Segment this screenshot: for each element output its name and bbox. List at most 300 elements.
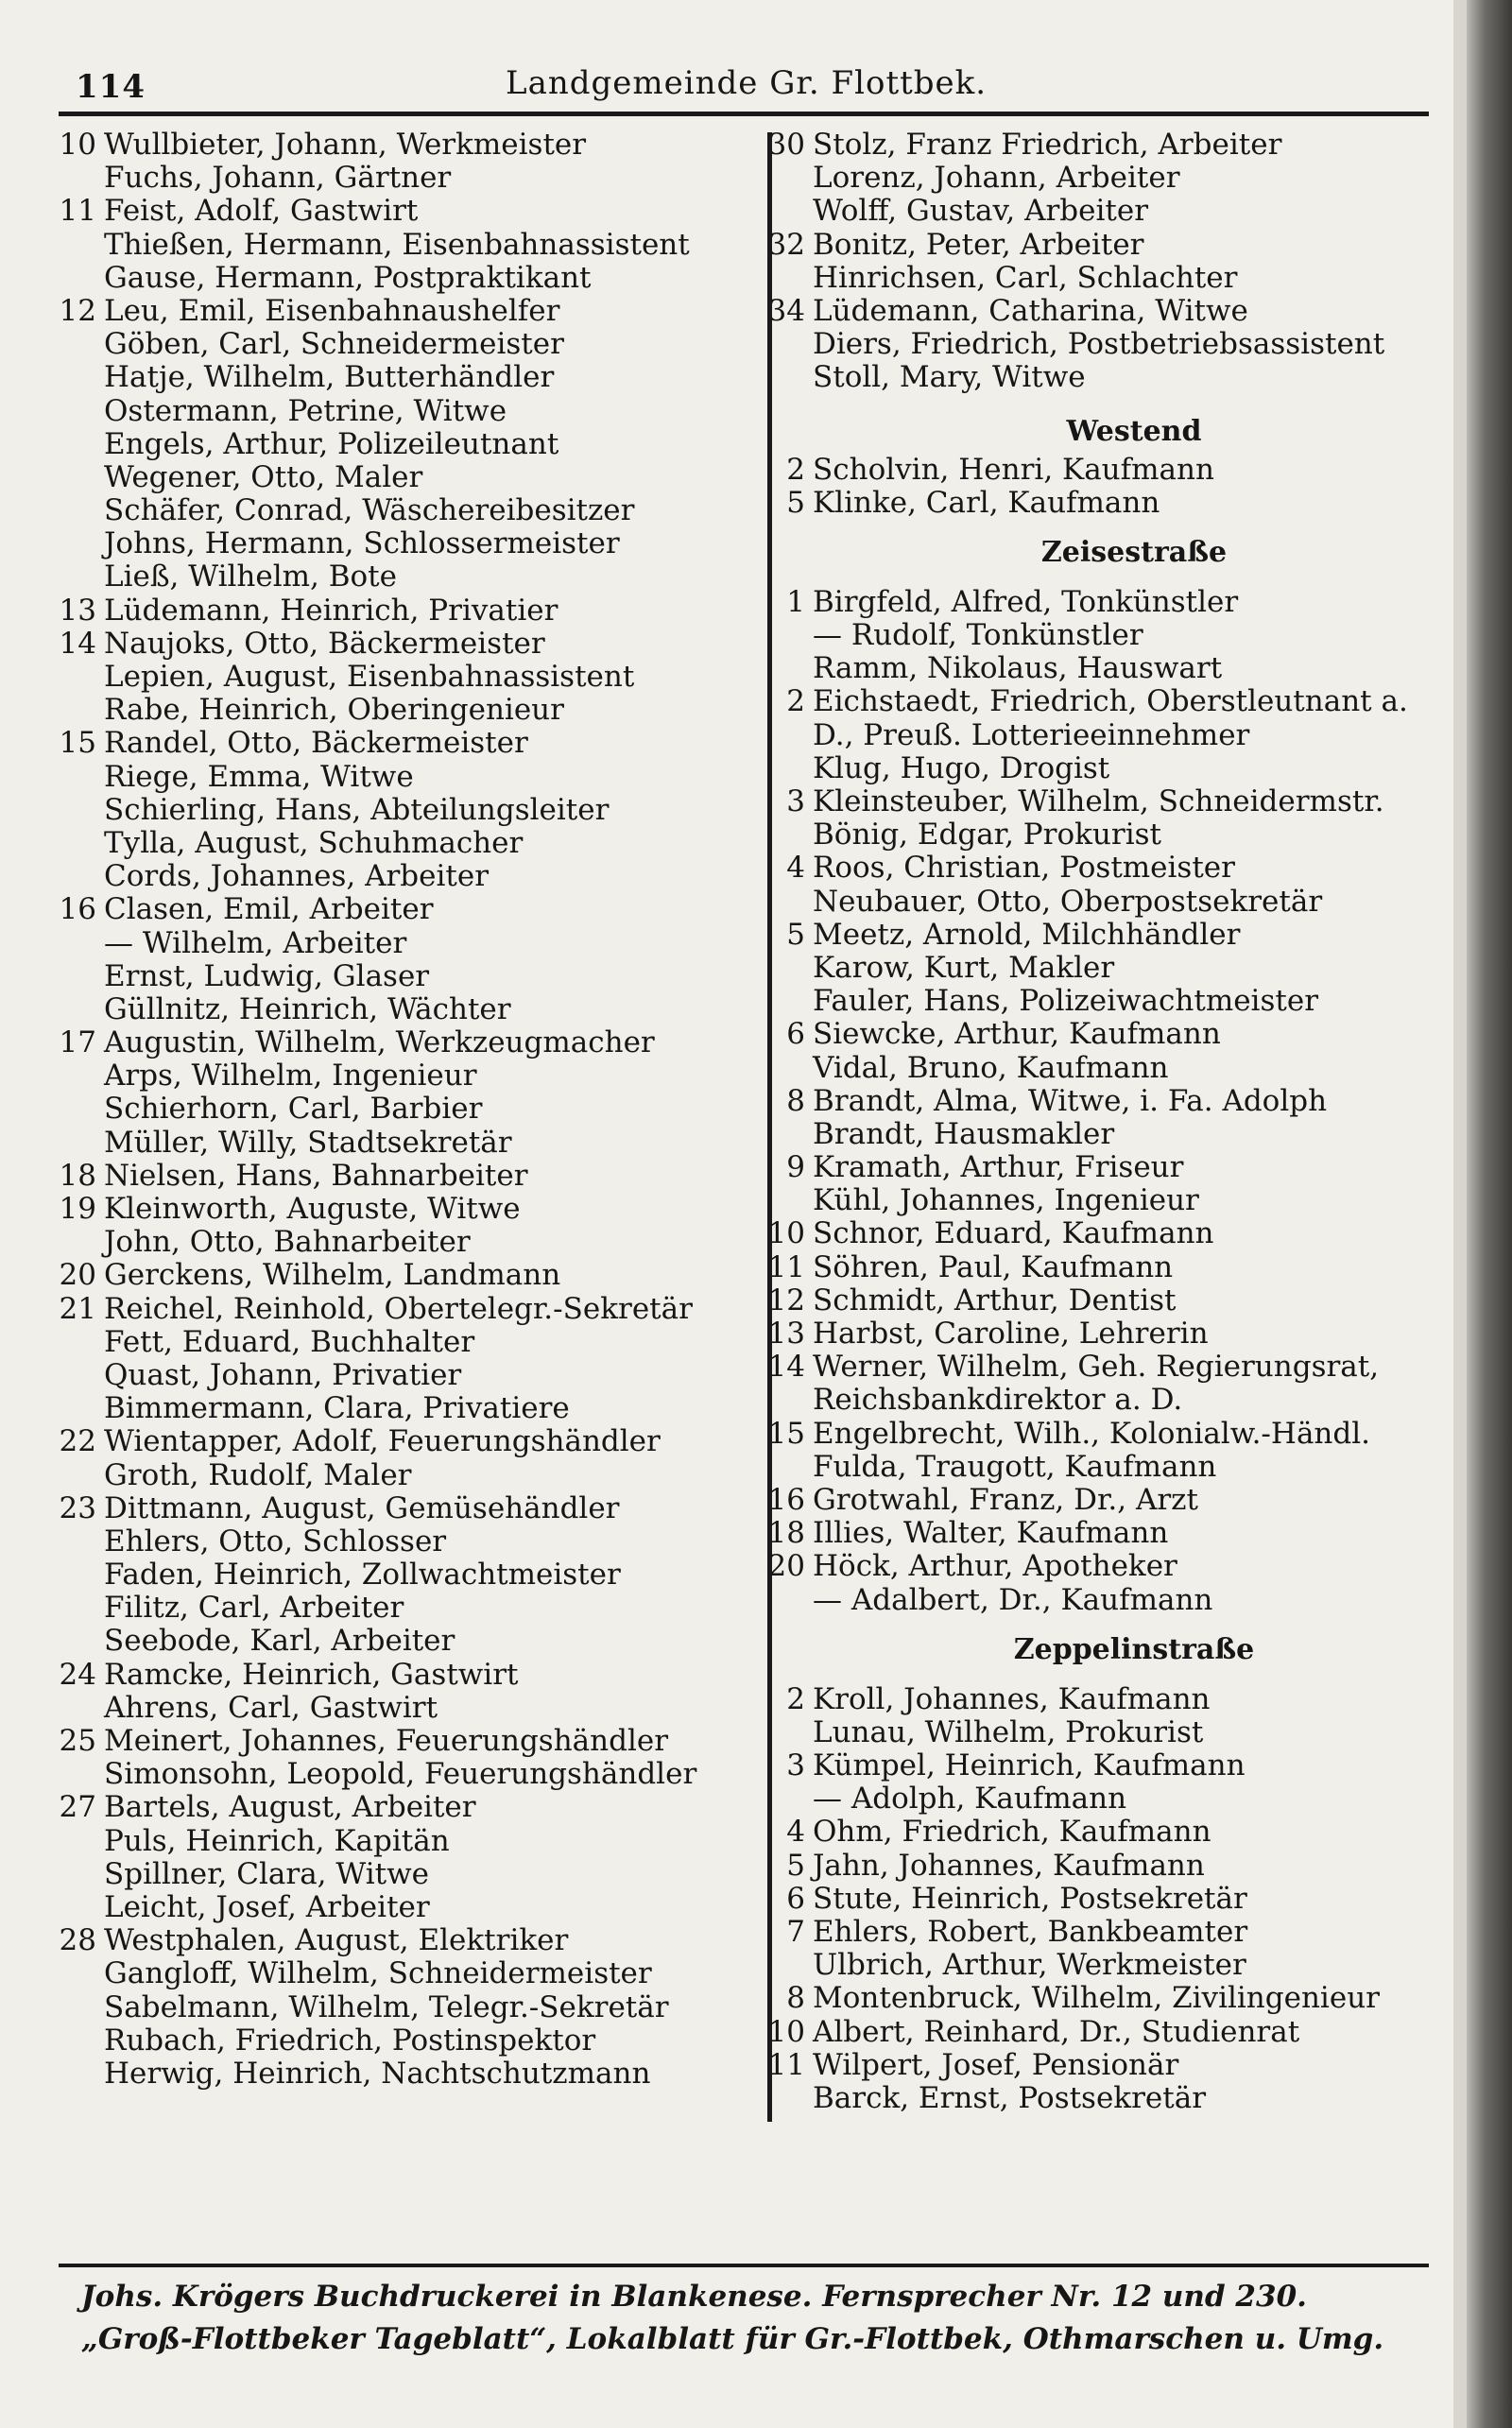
directory-entry: [47, 1758, 756, 1791]
directory-entry: [47, 328, 756, 361]
resident-entry: Quast, Johann, Privatier: [104, 1357, 462, 1392]
house-number: [47, 1957, 104, 1990]
resident-entry: Arps, Wilhelm, Ingenieur: [104, 1059, 477, 1093]
house-number: [47, 960, 104, 993]
directory-entry: [47, 1226, 756, 1259]
house-number: [47, 494, 104, 527]
directory-entry: [47, 893, 756, 926]
resident-entry: Söhren, Paul, Kaufmann: [813, 1249, 1174, 1284]
resident-entry: Kleinsteuber, Wilhelm, Schneidermstr.: [813, 784, 1384, 818]
house-number: [756, 162, 813, 195]
resident-entry: Rabe, Heinrich, Oberingenieur: [104, 693, 564, 728]
house-number: [47, 993, 104, 1026]
resident-entry: Ramcke, Heinrich, Gastwirt: [104, 1657, 519, 1692]
footer-rule: [59, 2264, 1429, 2267]
house-number: [756, 1782, 813, 1816]
directory-entry: [47, 761, 756, 794]
house-number: 18: [59, 1158, 96, 1193]
house-number: [47, 1891, 104, 1924]
house-number: [47, 1625, 104, 1658]
resident-entry: Sabelmann, Wilhelm, Telegr.-Sekretär: [104, 1989, 669, 2024]
resident-entry: Illies, Walter, Kaufmann: [813, 1516, 1169, 1551]
resident-entry: — Rudolf, Tonkünstler: [813, 618, 1143, 653]
house-number: [756, 361, 813, 394]
house-number: 30: [767, 128, 805, 162]
directory-entry: [756, 162, 1455, 195]
house-number: 2: [786, 1681, 805, 1716]
house-number: 10: [767, 1216, 805, 1251]
directory-entry: [47, 1725, 756, 1758]
house-number: 12: [767, 1283, 805, 1317]
resident-entry: John, Otto, Bahnarbeiter: [104, 1225, 471, 1260]
resident-entry: Nielsen, Hans, Bahnarbeiter: [104, 1158, 528, 1193]
running-title: Landgemeinde Gr. Flottbek.: [506, 64, 988, 102]
house-number: 15: [767, 1416, 805, 1451]
house-number: [756, 328, 813, 361]
directory-entry: [756, 1850, 1455, 1883]
directory-entry: [47, 295, 756, 328]
directory-entry: [756, 619, 1455, 652]
house-number: [756, 262, 813, 295]
resident-entry: Güllnitz, Heinrich, Wächter: [104, 991, 511, 1026]
resident-entry: Meinert, Johannes, Feuerungshändler: [104, 1724, 669, 1758]
resident-entry: Fett, Eduard, Buchhalter: [104, 1324, 475, 1359]
house-number: [756, 1118, 813, 1151]
house-number: 21: [59, 1291, 96, 1326]
page-number: 114: [76, 68, 146, 106]
directory-entry: [47, 1625, 756, 1658]
resident-entry: Johns, Hermann, Schlossermeister: [104, 526, 620, 561]
house-number: 9: [786, 1150, 805, 1185]
house-number: [47, 927, 104, 960]
resident-entry: Schierhorn, Carl, Barbier: [104, 1092, 483, 1127]
page-edge-shadow: [1467, 0, 1512, 2428]
directory-entry: [47, 1558, 756, 1592]
directory-entry: [756, 1052, 1455, 1085]
house-number: [47, 2058, 104, 2091]
resident-entry: Filitz, Carl, Arbeiter: [104, 1591, 404, 1626]
resident-entry: Wullbieter, Johann, Werkmeister: [104, 128, 587, 162]
directory-entry: [47, 1026, 756, 1059]
resident-entry: Werner, Wilhelm, Geh. Regierungsrat,: [813, 1350, 1380, 1385]
house-number: [756, 195, 813, 228]
resident-entry: Wientapper, Adolf, Feuerungshändler: [104, 1424, 661, 1459]
house-number: 8: [786, 1981, 805, 2016]
directory-entry: [756, 195, 1455, 228]
house-number: [47, 395, 104, 428]
directory-entry: [47, 527, 756, 560]
page-footer: [81, 2276, 1461, 2361]
house-number: [47, 229, 104, 262]
resident-entry: Ernst, Ludwig, Glaser: [104, 958, 430, 993]
directory-entry: [47, 628, 756, 661]
house-number: 20: [59, 1258, 96, 1293]
resident-entry: Clasen, Emil, Arbeiter: [104, 892, 434, 927]
house-number: 18: [767, 1516, 805, 1551]
directory-entry: [47, 461, 756, 494]
directory-entry: [756, 1018, 1455, 1051]
directory-entry: [47, 1659, 756, 1692]
resident-entry: Klug, Hugo, Drogist: [813, 750, 1110, 785]
directory-entry: [47, 162, 756, 195]
house-number: [756, 1052, 813, 1085]
house-number: [47, 1459, 104, 1492]
directory-entry: [756, 952, 1455, 985]
house-number: 5: [786, 1848, 805, 1883]
resident-entry: Wegener, Otto, Maler: [104, 459, 423, 494]
resident-entry: Ließ, Wilhelm, Bote: [104, 560, 397, 594]
house-number: [47, 1558, 104, 1592]
resident-entry: Höck, Arthur, Apotheker: [813, 1549, 1177, 1584]
house-number: [47, 1093, 104, 1126]
directory-entry: [47, 1957, 756, 1990]
house-number: [756, 752, 813, 785]
resident-entry: Ahrens, Carl, Gastwirt: [104, 1690, 438, 1725]
directory-entry: [756, 652, 1455, 685]
directory-entry: [47, 694, 756, 727]
directory-entry: [47, 1991, 756, 2024]
resident-entry: Ehlers, Robert, Bankbeamter: [813, 1915, 1248, 1949]
house-number: [47, 1592, 104, 1625]
house-number: 32: [767, 227, 805, 262]
directory-entry: [47, 1692, 756, 1725]
resident-entry: Barck, Ernst, Postsekretär: [813, 2080, 1207, 2115]
directory-entry: [47, 229, 756, 262]
resident-entry: Hatje, Wilhelm, Butterhändler: [104, 360, 555, 395]
directory-entry: [756, 752, 1455, 785]
house-number: 10: [767, 2014, 805, 2049]
resident-entry: Stute, Heinrich, Postsekretär: [813, 1881, 1247, 1916]
directory-entry: [47, 1326, 756, 1359]
house-number: [47, 1392, 104, 1425]
directory-entry: [756, 886, 1455, 919]
resident-entry: Brandt, Hausmakler: [813, 1116, 1115, 1151]
house-number: 11: [767, 1249, 805, 1284]
directory-entry: [756, 295, 1455, 328]
house-number: 15: [59, 726, 96, 761]
left-column: [47, 129, 756, 2091]
directory-entry: [47, 827, 756, 860]
directory-entry: [47, 860, 756, 893]
directory-entry: [756, 785, 1455, 818]
resident-entry: — Wilhelm, Arbeiter: [104, 925, 407, 960]
resident-entry: Harbst, Caroline, Lehrerin: [813, 1317, 1209, 1351]
resident-entry: Engelbrecht, Wilh., Kolonialw.-Händl.: [813, 1416, 1370, 1451]
directory-entry: [47, 1525, 756, 1558]
resident-entry: Lüdemann, Heinrich, Privatier: [104, 593, 558, 628]
street-heading-zeisestrasse: Zeisestraße: [1040, 535, 1228, 569]
directory-entry: [47, 1160, 756, 1193]
resident-entry: Groth, Rudolf, Maler: [104, 1457, 412, 1492]
directory-entry: [756, 919, 1455, 952]
house-number: 11: [767, 2047, 805, 2082]
house-number: 6: [786, 1017, 805, 1052]
house-number: 13: [59, 593, 96, 628]
directory-entry: [756, 1317, 1455, 1351]
directory-entry: [756, 1184, 1455, 1217]
resident-entry: Kümpel, Heinrich, Kaufmann: [813, 1748, 1246, 1783]
directory-entry: [756, 1151, 1455, 1184]
house-number: 6: [786, 1881, 805, 1916]
resident-entry: Grotwahl, Franz, Dr., Arzt: [813, 1482, 1198, 1517]
house-number: [47, 527, 104, 560]
resident-entry: Bonitz, Peter, Arbeiter: [813, 227, 1144, 262]
directory-entry: [756, 454, 1455, 487]
directory-entry: [756, 262, 1455, 295]
directory-entry: [756, 985, 1455, 1018]
directory-entry: [756, 1451, 1455, 1484]
resident-entry: Wolff, Gustav, Arbeiter: [813, 194, 1149, 229]
directory-entry: [47, 1924, 756, 1957]
resident-entry: Randel, Otto, Bäckermeister: [104, 726, 528, 761]
resident-entry: Riege, Emma, Witwe: [104, 759, 414, 794]
resident-entry: Faden, Heinrich, Zollwachtmeister: [104, 1558, 621, 1593]
resident-entry: Westphalen, August, Elektriker: [104, 1923, 569, 1958]
house-number: [47, 162, 104, 195]
house-number: [47, 1525, 104, 1558]
directory-entry: [756, 719, 1455, 752]
directory-entry: [756, 1916, 1455, 1949]
directory-entry: [756, 328, 1455, 361]
directory-entry: [756, 1550, 1455, 1583]
house-number: [756, 1584, 813, 1617]
directory-entry: [47, 1392, 756, 1425]
resident-entry: Thießen, Hermann, Eisenbahnassistent: [104, 227, 690, 262]
resident-entry: Schierling, Hans, Abteilungsleiter: [104, 792, 610, 827]
directory-entry: [756, 1118, 1455, 1151]
directory-entry: [756, 1716, 1455, 1749]
resident-entry: Stolz, Franz Friedrich, Arbeiter: [813, 128, 1282, 162]
house-number: 14: [59, 626, 96, 661]
resident-entry: Albert, Reinhard, Dr., Studienrat: [813, 2014, 1300, 2049]
directory-entry: [47, 2058, 756, 2091]
directory-entry: [47, 1425, 756, 1458]
resident-entry: Tylla, August, Schuhmacher: [104, 825, 524, 860]
directory-entry: [47, 1359, 756, 1392]
directory-entry: [47, 960, 756, 993]
resident-entry: Spillner, Clara, Witwe: [104, 1856, 429, 1891]
resident-entry: Fauler, Hans, Polizeiwachtmeister: [813, 984, 1319, 1019]
house-number: 5: [786, 485, 805, 520]
right-column: [756, 129, 1455, 2115]
house-number: [47, 2024, 104, 2058]
house-number: 22: [59, 1424, 96, 1459]
house-number: [756, 652, 813, 685]
resident-entry: Birgfeld, Alfred, Tonkünstler: [813, 584, 1239, 619]
resident-entry: Müller, Willy, Stadtsekretär: [104, 1125, 512, 1160]
house-number: 13: [767, 1317, 805, 1351]
resident-entry: Schäfer, Conrad, Wäschereibesitzer: [104, 493, 635, 528]
house-number: 16: [59, 892, 96, 927]
house-number: 2: [786, 452, 805, 487]
directory-entry: [756, 229, 1455, 262]
resident-entry: Siewcke, Arthur, Kaufmann: [813, 1017, 1221, 1052]
directory-entry: [47, 1825, 756, 1858]
directory-entry: [756, 1982, 1455, 2015]
directory-entry: [47, 1193, 756, 1226]
house-number: [756, 886, 813, 919]
house-number: 25: [59, 1724, 96, 1758]
house-number: [47, 262, 104, 295]
directory-entry: [756, 1949, 1455, 1982]
resident-entry: Jahn, Johannes, Kaufmann: [813, 1848, 1205, 1883]
house-number: [47, 560, 104, 594]
directory-entry: [47, 1127, 756, 1160]
house-number: 14: [767, 1350, 805, 1385]
resident-entry: Schnor, Eduard, Kaufmann: [813, 1216, 1214, 1251]
house-number: [756, 952, 813, 985]
directory-entry: [47, 129, 756, 162]
house-number: [756, 619, 813, 652]
page-edge-strip: [1453, 0, 1467, 2428]
directory-entry: [756, 1883, 1455, 1916]
resident-entry: Kroll, Johannes, Kaufmann: [813, 1681, 1211, 1716]
directory-entry: [756, 487, 1455, 520]
resident-entry: Ostermann, Petrine, Witwe: [104, 393, 507, 428]
house-number: [47, 1858, 104, 1891]
directory-entry: [756, 1749, 1455, 1782]
house-number: [47, 1326, 104, 1359]
resident-entry: Ramm, Nikolaus, Hauswart: [813, 651, 1223, 686]
directory-entry: [47, 1093, 756, 1126]
house-number: 23: [59, 1490, 96, 1525]
resident-entry: Lepien, August, Eisenbahnassistent: [104, 660, 635, 694]
directory-entry: [756, 1384, 1455, 1417]
directory-entry: [47, 361, 756, 394]
directory-entry: [756, 1683, 1455, 1716]
directory-entry: [47, 560, 756, 594]
resident-entry: Puls, Heinrich, Kapitän: [104, 1823, 450, 1858]
resident-entry: Eichstaedt, Friedrich, Oberstleutnant a.: [813, 684, 1408, 719]
directory-entry: [47, 1891, 756, 1924]
directory-entry: [756, 2082, 1455, 2115]
resident-entry: Roos, Christian, Postmeister: [813, 851, 1235, 886]
house-number: 4: [786, 851, 805, 886]
directory-entry: [47, 993, 756, 1026]
resident-entry: Neubauer, Otto, Oberpostsekretär: [813, 884, 1323, 919]
directory-entry: [756, 586, 1455, 619]
house-number: 28: [59, 1923, 96, 1958]
directory-entry: [756, 1484, 1455, 1517]
directory-entry: [756, 1251, 1455, 1284]
directory-entry: [756, 685, 1455, 718]
resident-entry: Lüdemann, Catharina, Witwe: [813, 293, 1248, 328]
house-number: [47, 328, 104, 361]
house-number: [756, 818, 813, 852]
directory-entry: [47, 661, 756, 694]
house-number: [47, 794, 104, 827]
directory-entry: [756, 361, 1455, 394]
resident-entry: Dittmann, August, Gemüsehändler: [104, 1490, 620, 1525]
directory-entry: [756, 818, 1455, 852]
house-number: 20: [767, 1549, 805, 1584]
house-number: 11: [59, 194, 96, 229]
directory-entry: [47, 1791, 756, 1824]
house-number: 10: [59, 128, 96, 162]
resident-entry: Simonsohn, Leopold, Feuerungshändler: [104, 1757, 697, 1792]
resident-entry: Cords, Johannes, Arbeiter: [104, 859, 490, 894]
directory-entry: [47, 262, 756, 295]
house-number: [47, 661, 104, 694]
house-number: 24: [59, 1657, 96, 1692]
resident-entry: Gangloff, Wilhelm, Schneidermeister: [104, 1956, 652, 1991]
directory-entry: [47, 594, 756, 628]
resident-entry: Meetz, Arnold, Milchhändler: [813, 917, 1241, 952]
directory-entry: [756, 1418, 1455, 1451]
resident-entry: Klinke, Carl, Kaufmann: [813, 485, 1160, 520]
directory-entry: [756, 1782, 1455, 1816]
resident-entry: Fulda, Traugott, Kaufmann: [813, 1449, 1217, 1484]
directory-entry: [756, 1217, 1455, 1250]
resident-entry: Schmidt, Arthur, Dentist: [813, 1283, 1177, 1317]
house-number: 4: [786, 1815, 805, 1850]
resident-entry: Gerckens, Wilhelm, Landmann: [104, 1258, 561, 1293]
resident-entry: Kleinworth, Auguste, Witwe: [104, 1192, 521, 1226]
resident-entry: Brandt, Alma, Witwe, i. Fa. Adolph: [813, 1083, 1328, 1118]
house-number: [47, 761, 104, 794]
resident-entry: Rubach, Friedrich, Postinspektor: [104, 2023, 596, 2058]
directory-entry: [47, 1858, 756, 1891]
directory-entry: [47, 1293, 756, 1326]
directory-entry: [756, 129, 1455, 162]
house-number: [756, 719, 813, 752]
resident-entry: Naujoks, Otto, Bäckermeister: [104, 626, 545, 661]
house-number: 19: [59, 1192, 96, 1226]
house-number: [756, 1451, 813, 1484]
house-number: [47, 461, 104, 494]
house-number: [47, 1758, 104, 1791]
resident-entry: Bimmermann, Clara, Privatiere: [104, 1391, 570, 1426]
house-number: 27: [59, 1790, 96, 1825]
resident-entry: — Adalbert, Dr., Kaufmann: [813, 1582, 1213, 1617]
resident-entry: Bönig, Edgar, Prokurist: [813, 818, 1161, 852]
resident-entry: Göben, Carl, Schneidermeister: [104, 327, 564, 362]
resident-entry: — Adolph, Kaufmann: [813, 1782, 1127, 1817]
resident-entry: Hinrichsen, Carl, Schlachter: [813, 260, 1238, 295]
resident-entry: Lunau, Wilhelm, Prokurist: [813, 1714, 1204, 1749]
house-number: [756, 1384, 813, 1417]
house-number: 2: [786, 684, 805, 719]
directory-entry: [756, 1085, 1455, 1118]
house-number: [47, 860, 104, 893]
house-number: [47, 1226, 104, 1259]
house-number: [756, 1716, 813, 1749]
resident-entry: Kramath, Arthur, Friseur: [813, 1150, 1184, 1185]
house-number: 5: [786, 917, 805, 952]
directory-entry: [47, 395, 756, 428]
house-number: [756, 985, 813, 1018]
resident-entry: Diers, Friedrich, Postbetriebsassistent: [813, 327, 1385, 362]
directory-entry: [756, 1517, 1455, 1550]
resident-entry: Engels, Arthur, Polizeileutnant: [104, 426, 559, 461]
resident-entry: Leicht, Josef, Arbeiter: [104, 1889, 430, 1924]
directory-entry: [756, 1816, 1455, 1849]
directory-entry: [47, 1259, 756, 1292]
directory-entry: [756, 2049, 1455, 2082]
directory-entry: [756, 1584, 1455, 1617]
directory-entry: [47, 195, 756, 228]
resident-entry: Wilpert, Josef, Pensionär: [813, 2047, 1179, 2082]
directory-entry: [47, 1492, 756, 1525]
resident-entry: Karow, Kurt, Makler: [813, 950, 1115, 985]
directory-entry: [47, 927, 756, 960]
resident-entry: Stoll, Mary, Witwe: [813, 360, 1086, 395]
house-number: 16: [767, 1482, 805, 1517]
directory-entry: [756, 2016, 1455, 2049]
footer-newspaper-line: „Groß-Flottbeker Tageblatt“, Lokalblatt für Gr.-Flottbek, Othmarschen u. Umg.: [81, 2322, 1384, 2356]
resident-entry: D., Preuß. Lotterieeinnehmer: [813, 717, 1250, 752]
directory-entry: [47, 1459, 756, 1492]
